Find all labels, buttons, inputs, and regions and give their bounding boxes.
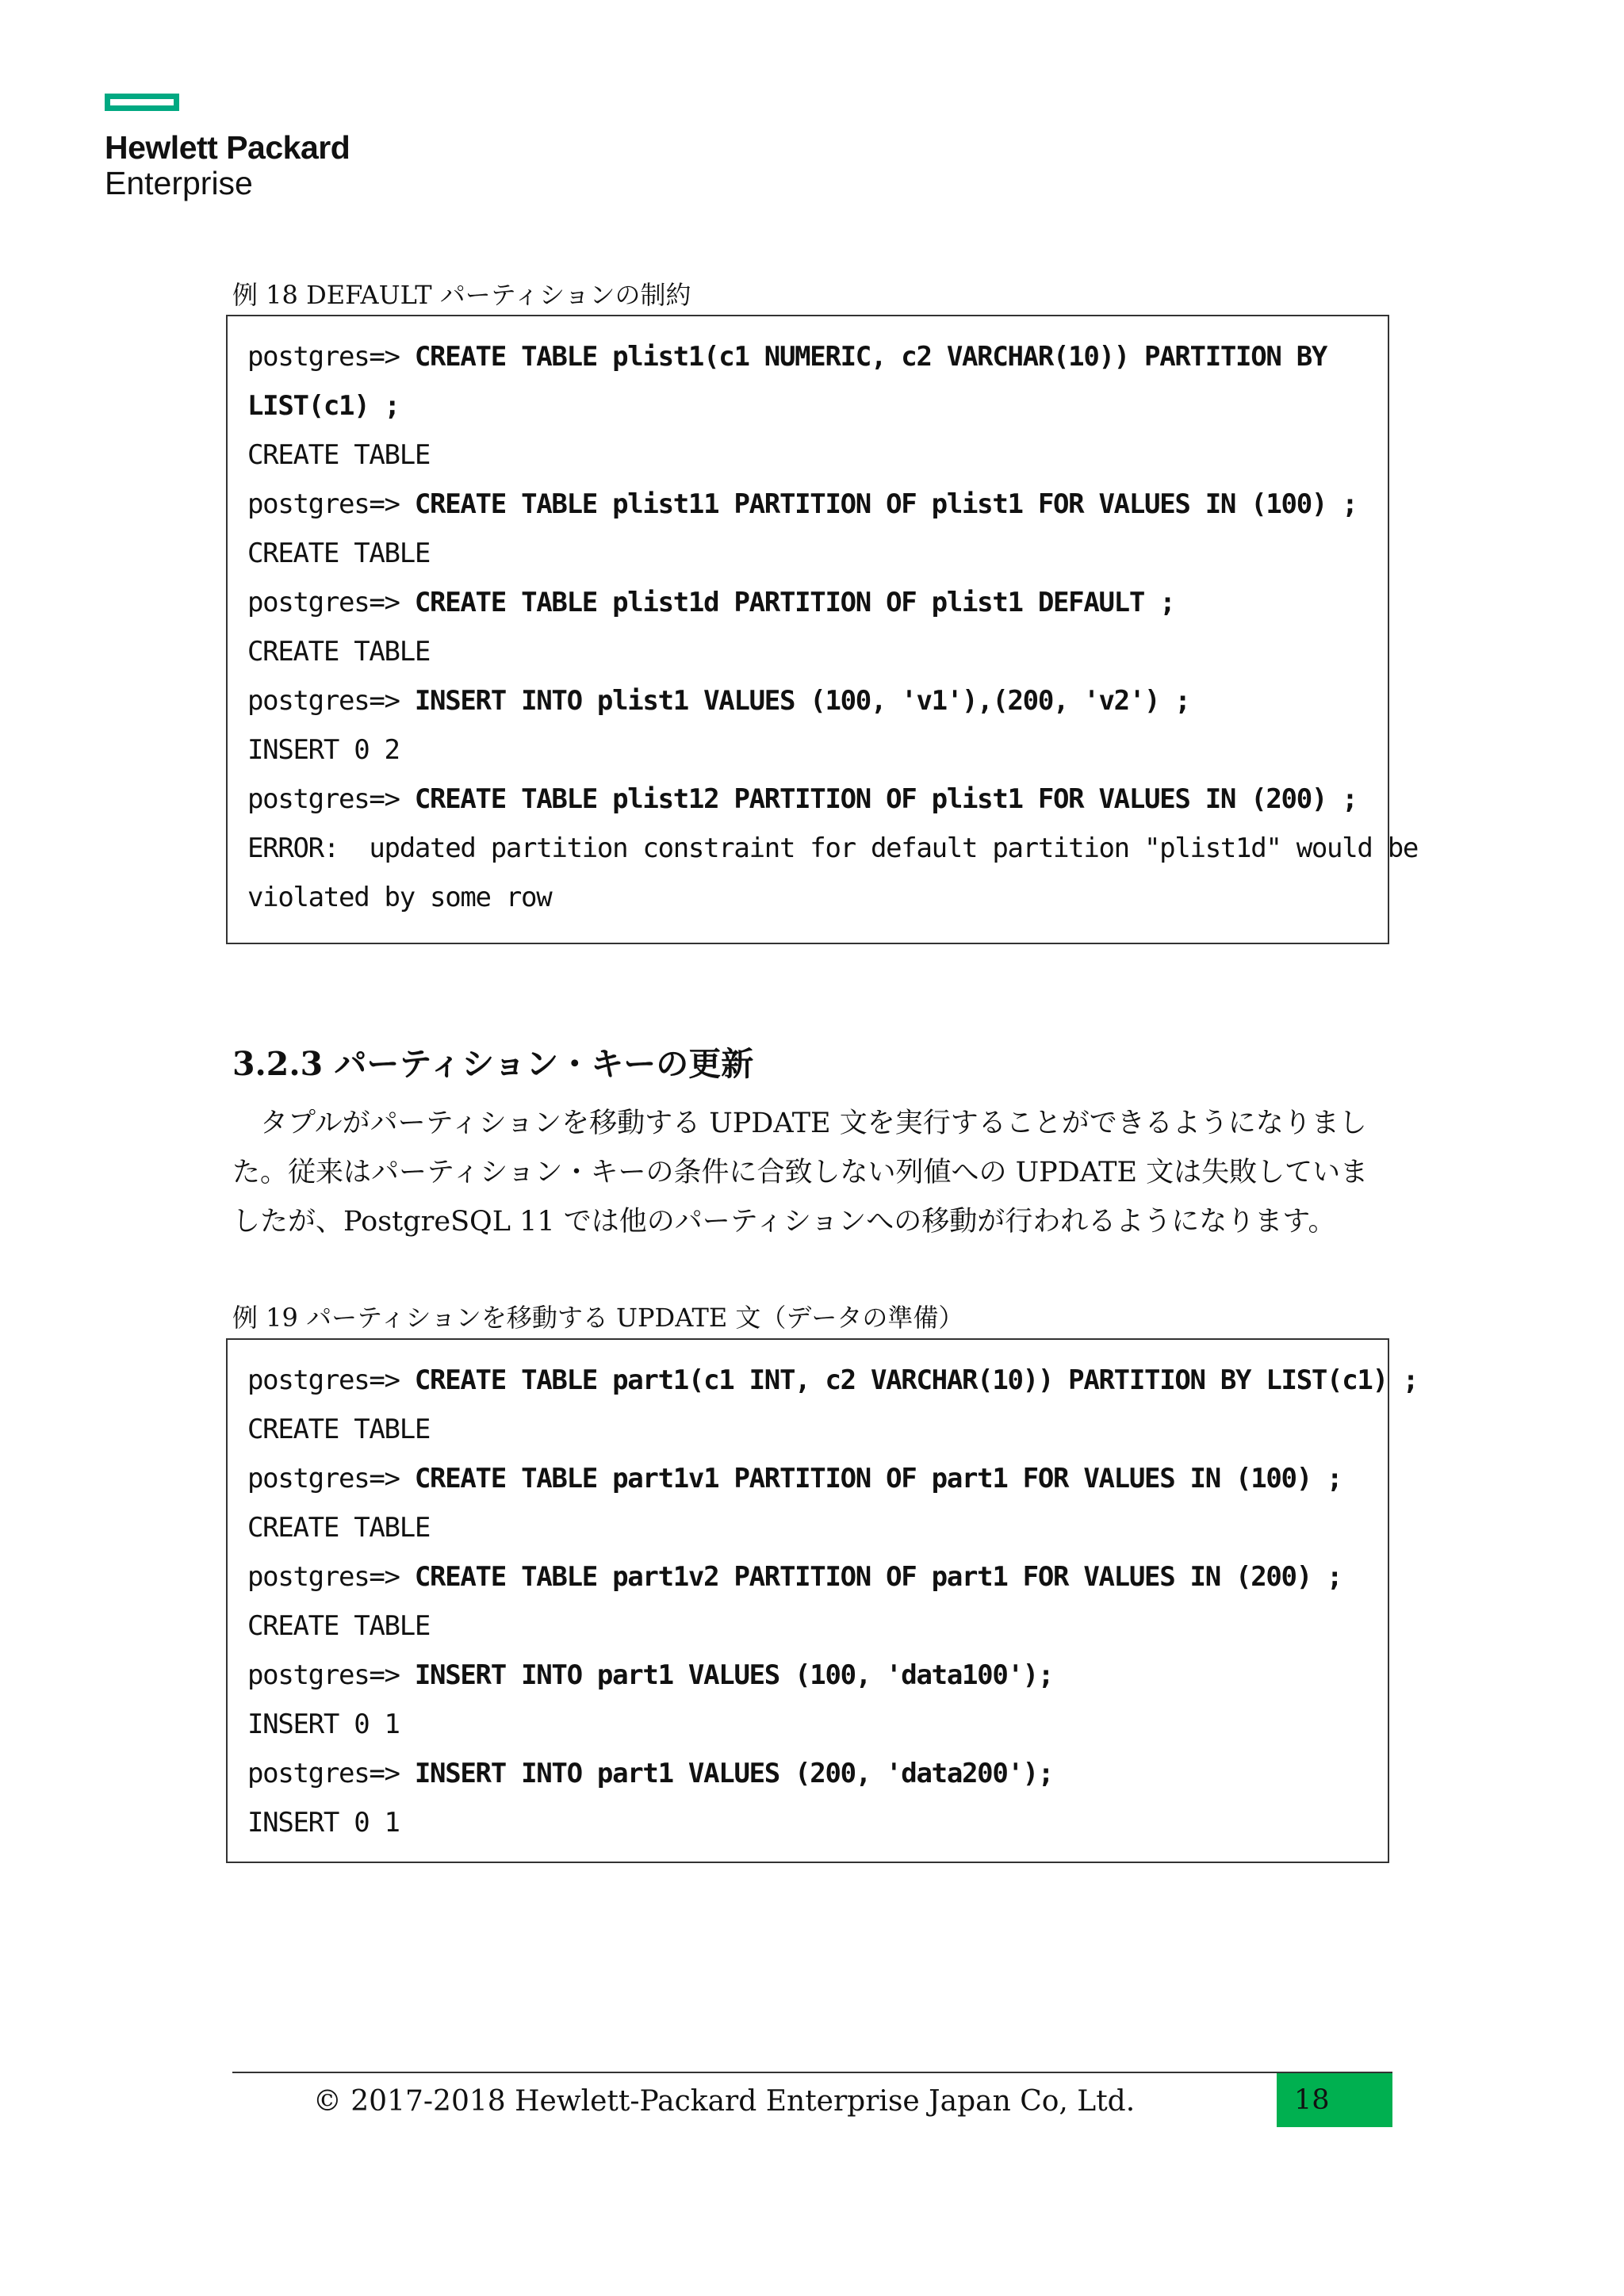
code-output: CREATE TABLE xyxy=(247,636,431,668)
code-command: CREATE TABLE plist12 PARTITION OF plist1 FOR VALUES IN (200) ; xyxy=(414,783,1358,815)
code-command: CREATE TABLE part1v2 PARTITION OF part1 FOR VALUES IN (200) ; xyxy=(414,1561,1342,1593)
logo-text-line2: Enterprise xyxy=(105,165,253,201)
code-output: INSERT 0 2 xyxy=(247,734,400,766)
code-line xyxy=(247,480,1367,529)
code-prompt: postgres=> xyxy=(247,783,415,815)
code-line xyxy=(247,529,1367,578)
page-number: 18 xyxy=(1277,2073,1392,2127)
code-command: INSERT INTO part1 VALUES (100, 'data100'); xyxy=(414,1659,1054,1691)
code-prompt: postgres=> xyxy=(247,1561,415,1593)
code-prompt: postgres=> xyxy=(247,587,415,618)
hpe-logo xyxy=(105,94,350,201)
code-prompt: postgres=> xyxy=(247,1659,415,1691)
code-prompt: postgres=> xyxy=(247,1463,415,1494)
code-command: CREATE TABLE plist1d PARTITION OF plist1 DEFAULT ; xyxy=(414,587,1175,618)
code-line xyxy=(247,725,1367,775)
code-output: CREATE TABLE xyxy=(247,439,431,471)
example-19-caption: 例 19 パーティションを移動する UPDATE 文（データの準備） xyxy=(232,1303,964,1333)
code-prompt: postgres=> xyxy=(247,341,415,373)
logo-text-line1: Hewlett Packard xyxy=(105,129,350,166)
code-command: CREATE TABLE part1(c1 INT, c2 VARCHAR(10)) PARTITION BY LIST(c1) ; xyxy=(414,1364,1419,1396)
example-19-code-block xyxy=(226,1338,1419,1863)
code-line xyxy=(247,578,1367,627)
code-command: INSERT INTO plist1 VALUES (100, 'v1'),(200, 'v2') ; xyxy=(414,685,1190,717)
code-prompt: postgres=> xyxy=(247,1364,415,1396)
hpe-logo-mark xyxy=(105,94,179,111)
code-line xyxy=(247,1356,1419,1405)
code-output: CREATE TABLE xyxy=(247,1414,431,1445)
code-prompt: postgres=> xyxy=(247,1758,415,1789)
example-18-caption: 例 18 DEFAULT パーティションの制約 xyxy=(232,280,691,310)
code-prompt: postgres=> xyxy=(247,685,415,717)
code-line xyxy=(247,824,1419,873)
code-error: violated by some row xyxy=(247,882,552,913)
footer-divider xyxy=(232,2072,1392,2073)
code-line xyxy=(247,1601,1367,1651)
code-output: CREATE TABLE xyxy=(247,1512,431,1544)
code-line xyxy=(247,1405,1367,1454)
footer-copyright: © 2017-2018 Hewlett-Packard Enterprise Japan Co, Ltd. xyxy=(312,2085,1136,2118)
code-line xyxy=(247,1651,1367,1700)
code-line xyxy=(247,1798,1367,1847)
code-output: INSERT 0 1 xyxy=(247,1807,400,1839)
code-line xyxy=(247,1503,1367,1552)
code-line xyxy=(247,1454,1367,1503)
code-line xyxy=(247,873,1367,922)
code-line xyxy=(247,381,1367,430)
section-paragraph: タプルがパーティションを移動する UPDATE 文を実行することができるようになりました。従来はパーティション・キーの条件に合致しない列値への UPDATE 文は失敗していましたが、PostgreSQL 11 では他のパーティションへの移動が行われるようになります。 xyxy=(232,1108,1369,1238)
code-command: LIST(c1) ; xyxy=(247,390,400,422)
code-prompt: postgres=> xyxy=(247,488,415,520)
code-line xyxy=(247,1552,1367,1601)
code-command: INSERT INTO part1 VALUES (200, 'data200'); xyxy=(414,1758,1054,1789)
code-output: CREATE TABLE xyxy=(247,538,431,569)
code-command: CREATE TABLE part1v1 PARTITION OF part1 FOR VALUES IN (100) ; xyxy=(414,1463,1342,1494)
example-18-code-block xyxy=(226,315,1419,944)
code-line xyxy=(247,1749,1367,1798)
code-line xyxy=(247,775,1367,824)
code-output: INSERT 0 1 xyxy=(247,1709,400,1740)
section-heading: 3.2.3 パーティション・キーの更新 xyxy=(232,1045,754,1083)
code-command: CREATE TABLE plist1(c1 NUMERIC, c2 VARCHAR(10)) PARTITION BY xyxy=(414,341,1327,373)
code-output: CREATE TABLE xyxy=(247,1610,431,1642)
code-line xyxy=(247,1700,1367,1749)
code-line xyxy=(247,627,1367,676)
code-line xyxy=(247,430,1367,480)
code-command: CREATE TABLE plist11 PARTITION OF plist1 FOR VALUES IN (100) ; xyxy=(414,488,1358,520)
code-line xyxy=(247,676,1367,725)
code-error: ERROR: updated partition constraint for default partition "plist1d" would be xyxy=(247,832,1419,864)
code-line xyxy=(247,332,1367,381)
